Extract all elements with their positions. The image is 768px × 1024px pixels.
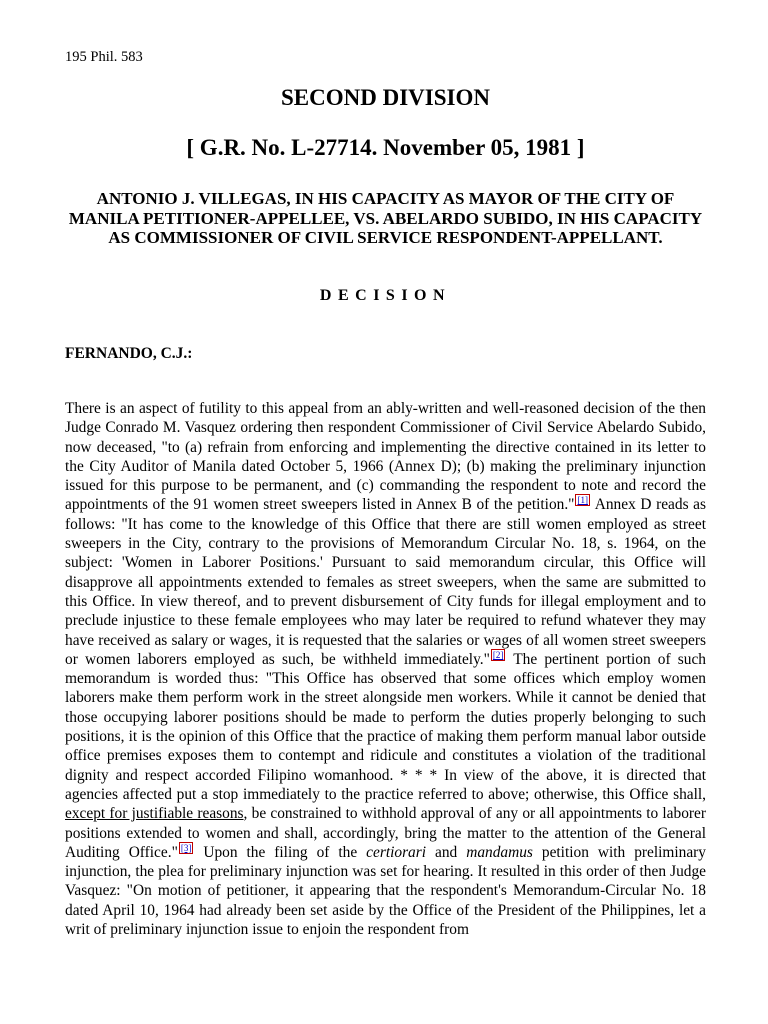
underlined-phrase: except for justifiable reasons <box>65 805 244 823</box>
italic-term-certiorari: certiorari <box>366 843 427 861</box>
body-text-segment: petition with preliminary injunction, the plea for preliminary injunction was set for hearing. It resulted in this order of then Judge Vasquez: "On motion of petitioner, it appearing that the respondent's Memorandum-Circular No. 18 dated April 10, 1964 had already been set aside by the Office of the President of the Philippines, let a writ of preliminary injunction issue to enjoin the respondent from <box>65 843 707 939</box>
body-text-segment: Upon the filing of the <box>194 843 367 861</box>
division-heading: SECOND DIVISION <box>281 85 490 110</box>
body-text-segment: The pertinent portion of such memorandum is worded thus: "This Office has observed that some offices which employ women laborers make them perform work in the street alongside men workers. While it cannot be denied that those occupying laborer positions should be made to perform the duties properly belonging to such positions, it is the opinion of this Office that the practice of making them perform manual labor outside office premises exposes them to contempt and ridicule and constitutes a violation of the traditional dignity and respect accorded Filipino womanhood. * * * In view of the above, it is directed that agencies affected put a stop immediately to the practice referred to above; otherwise, this Office shall, <box>65 650 706 803</box>
case-number-heading: [ G.R. No. L-27714. November 05, 1981 ] <box>186 135 585 160</box>
body-text-segment: There is an aspect of futility to this appeal from an ably-written and well-reasoned decision of the then Judge Conrado M. Vasquez ordering then respondent Commissioner of Civil Service Abelardo Subido, now deceased, "to (a) refrain from enforcing and implementing the directive contained in its letter to the City Auditor of Manila dated October 5, 1966 (Annex D); (b) making the preliminary injunction issued for this purpose to be permanent, and (c) commanding the respondent to note and record the appointments of the 91 women street sweepers listed in Annex B of the petition." <box>65 400 706 514</box>
report-citation: 195 Phil. 583 <box>65 49 143 65</box>
decision-label: DECISION <box>319 287 452 304</box>
ponente-name: FERNANDO, C.J.: <box>65 345 193 362</box>
body-text-segment: and <box>426 843 467 861</box>
footnote-link-2[interactable]: [2] <box>492 649 504 660</box>
decision-body-paragraph <box>65 399 706 939</box>
italic-term-mandamus: mandamus <box>466 843 533 861</box>
case-parties-title: ANTONIO J. VILLEGAS, IN HIS CAPACITY AS MAYOR OF THE CITY OF MANILA PETITIONER-APPELLEE, VS. ABELARDO SUBIDO, IN HIS CAPACITY AS COMMISSIONER OF CIVIL SERVICE RESPONDENT-APPELLANT. <box>68 189 703 247</box>
footnote-link-3[interactable]: [3] <box>180 842 192 853</box>
body-text-segment: Annex D reads as follows: "It has come to the knowledge of this Office that there are still women employed as street sweepers in the City, contrary to the provisions of Memorandum Circular No. 18, s. 1964, on the subject: 'Women in Laborer Positions.' Pursuant to said memorandum circular, this Office will disapprove all appointments extended to females as street sweepers, when the same are submitted to this Office. In view thereof, and to prevent disbursement of City funds for illegal employment and to preclude injustice to these female employees who may later be required to refund whatever they may have received as salary or wages, it is requested that the salaries or wages of all women street sweepers or women laborers employed as such, be withheld immediately." <box>65 496 707 668</box>
footnote-link-1[interactable]: [1] <box>577 495 588 506</box>
body-text-segment: , be constrained to withhold approval of any or all appointments to laborer positions extended to women and shall, accordingly, bring the matter to the attention of the General Auditing Office." <box>65 805 706 861</box>
